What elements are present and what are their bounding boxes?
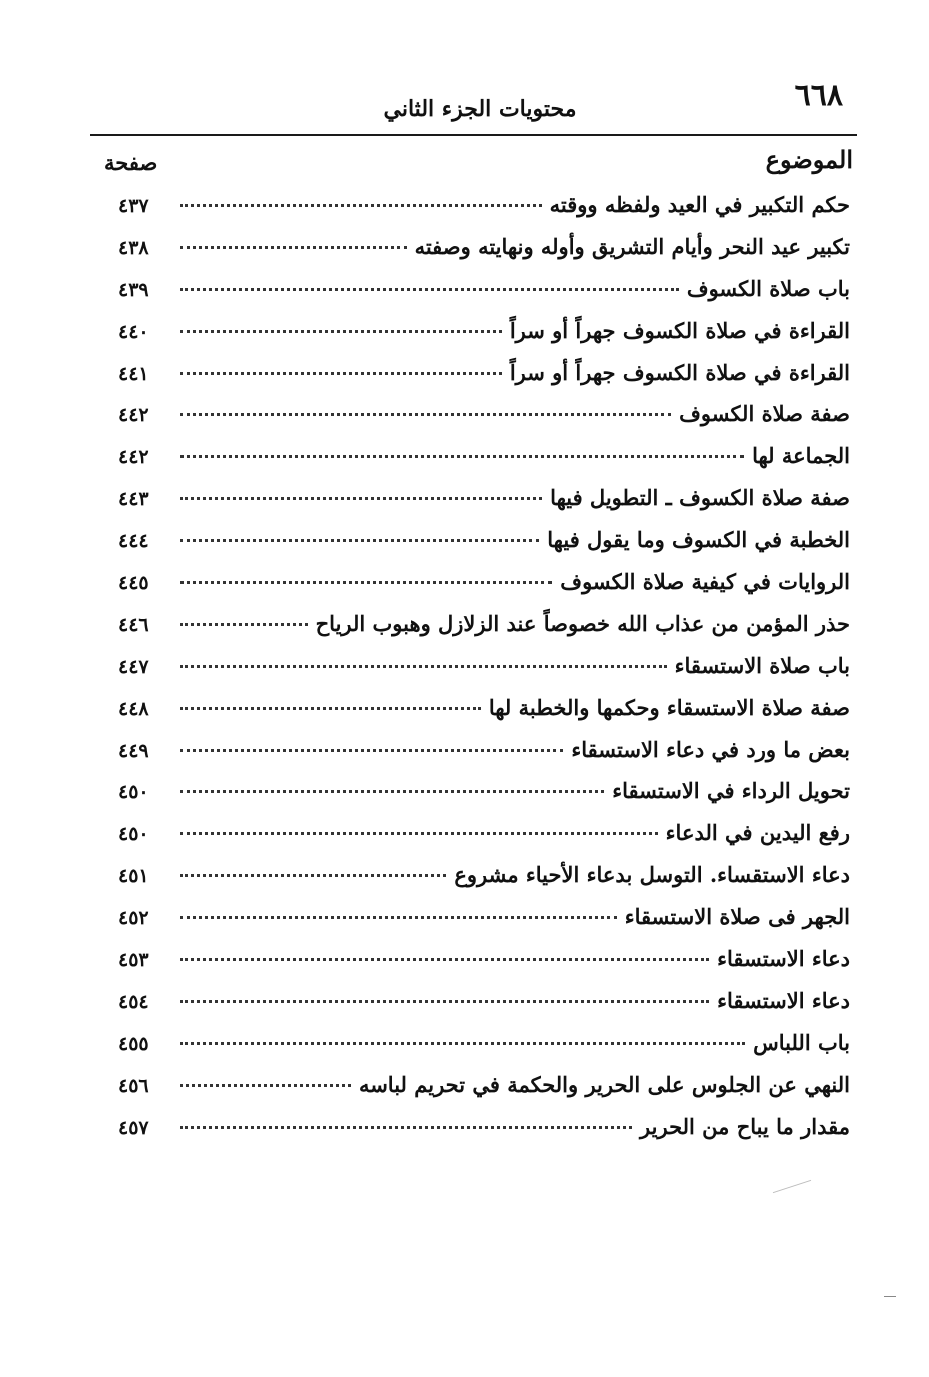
running-title: محتويات الجزء الثاني [383,96,577,122]
toc-leader-dots [180,330,502,333]
toc-entry [118,820,850,862]
toc-entry-page: ٤٤٥ [118,572,149,595]
toc-leader-dots [180,790,604,793]
toc-entry-page: ٤٤٠ [118,320,149,343]
toc-entry-page: ٤٥٦ [118,1074,149,1097]
toc-entry-page: ٤٥٤ [118,990,149,1013]
table-of-contents [118,192,850,1155]
toc-entry [118,778,850,820]
toc-entry-title: مقدار ما يباح من الحرير [640,1113,850,1139]
toc-entry-page: ٤٥٥ [118,1032,149,1055]
toc-entry [118,360,850,402]
toc-entry-title: دعاء الاستقساء. التوسل بدعاء الأحياء مشروع [454,862,850,888]
toc-entry-page: ٤٤٢ [118,404,149,427]
toc-entry-title: باب اللباس [753,1029,850,1055]
toc-entry [118,318,850,360]
toc-entry [118,862,850,904]
toc-leader-dots [180,413,671,416]
toc-entry-title: حكم التكبير في العيد ولفظه ووقته [549,192,850,217]
column-header-page: صفحة [104,150,158,175]
toc-entry-title: صفة صلاة الكسوف ـ التطويل فيها [550,485,850,511]
toc-entry-title: النهي عن الجلوس على الحرير والحكمة في تحريم لباسه [358,1071,850,1097]
toc-entry [118,611,850,653]
toc-entry-title: باب صلاة الكسوف [686,275,850,301]
toc-entry-title: الروايات في كيفية صلاة الكسوف [560,569,850,595]
toc-leader-dots [180,958,709,961]
toc-leader-dots [180,665,667,668]
toc-leader-dots [180,1084,351,1087]
toc-entry-page: ٤٤٨ [118,697,149,720]
toc-entry [118,737,850,779]
toc-entry-page: ٤٥٢ [118,907,149,930]
header-rule [90,134,857,136]
toc-entry-page: ٤٤٢ [118,446,149,469]
toc-leader-dots [180,832,658,835]
toc-entry [118,946,850,988]
toc-leader-dots [180,916,617,919]
toc-entry-title: القراءة في صلاة الكسوف جهراً أو سراً [509,359,850,385]
toc-leader-dots [180,707,481,710]
toc-entry [118,276,850,318]
toc-entry [118,234,850,276]
toc-entry [118,904,850,946]
toc-entry [118,988,850,1030]
toc-leader-dots [180,288,679,291]
toc-entry-page: ٤٣٧ [118,195,149,217]
toc-entry-title: باب صلاة الاستسقاء [674,652,850,678]
toc-leader-dots [180,749,563,752]
toc-entry-page: ٤٤١ [118,362,149,385]
toc-entry-page: ٤٥١ [118,865,149,888]
toc-entry [118,695,850,737]
toc-leader-dots [180,204,542,207]
toc-entry-page: ٤٣٩ [118,278,149,301]
toc-entry [118,401,850,443]
toc-entry-title: بعض ما ورد في دعاء الاستسقاء [571,736,850,762]
toc-leader-dots [180,455,744,458]
toc-entry [118,1030,850,1072]
toc-entry [118,192,850,234]
toc-entry-page: ٤٤٧ [118,655,149,678]
column-header-topic: الموضوع [765,145,853,174]
scan-artifact-mark [773,1180,811,1193]
toc-leader-dots [180,1126,632,1129]
toc-entry-page: ٤٥٠ [118,823,149,846]
toc-entry-title: الخطبة في الكسوف وما يقول فيها [547,527,850,553]
toc-leader-dots [180,372,502,375]
toc-entry-page: ٤٥٣ [118,949,149,972]
toc-entry-title: حذر المؤمن من عذاب الله خصوصاً عند الزلازل وهبوب الرياح [315,610,850,636]
scan-artifact-mark [884,1296,896,1297]
toc-entry-title: الجهر فى صلاة الاستسقاء [624,904,850,930]
toc-entry-page: ٤٣٨ [118,236,149,259]
toc-leader-dots [180,497,542,500]
toc-entry-title: دعاء الاستسقاء [717,946,850,972]
toc-entry [118,485,850,527]
toc-entry-title: الجماعة لها [752,443,850,469]
toc-entry-title: رفع اليدين في الدعاء [665,820,850,846]
toc-leader-dots [180,581,552,584]
toc-entry [118,1072,850,1114]
toc-leader-dots [180,1042,745,1045]
toc-entry-title: صفة صلاة الكسوف [679,401,850,427]
toc-entry-page: ٤٤٦ [118,613,149,636]
page-number: ٦٦٨ [794,78,843,113]
toc-entry [118,653,850,695]
toc-entry-page: ٤٥٠ [118,781,149,804]
toc-entry-title: صفة صلاة الاستسقاء وحكمها والخطبة لها [488,694,850,720]
toc-entry-title: تحويل الرداء في الاستسقاء [612,778,850,804]
toc-leader-dots [180,623,308,626]
toc-entry [118,569,850,611]
toc-entry-title: دعاء الاستسقاء [717,987,850,1013]
toc-leader-dots [180,539,539,542]
toc-entry [118,443,850,485]
toc-entry-page: ٤٤٤ [118,530,149,553]
toc-entry-title: القراءة في صلاة الكسوف جهراً أو سراً [509,317,850,343]
toc-entry [118,1114,850,1156]
toc-leader-dots [180,1000,709,1003]
toc-leader-dots [180,246,407,249]
toc-entry-page: ٤٤٩ [118,739,149,762]
toc-entry [118,527,850,569]
toc-entry-page: ٤٤٣ [118,488,149,511]
toc-leader-dots [180,874,446,877]
toc-entry-title: تكبير عيد النحر وأيام التشريق وأوله ونهايته وصفته [414,233,850,259]
toc-entry-page: ٤٥٧ [118,1116,149,1139]
